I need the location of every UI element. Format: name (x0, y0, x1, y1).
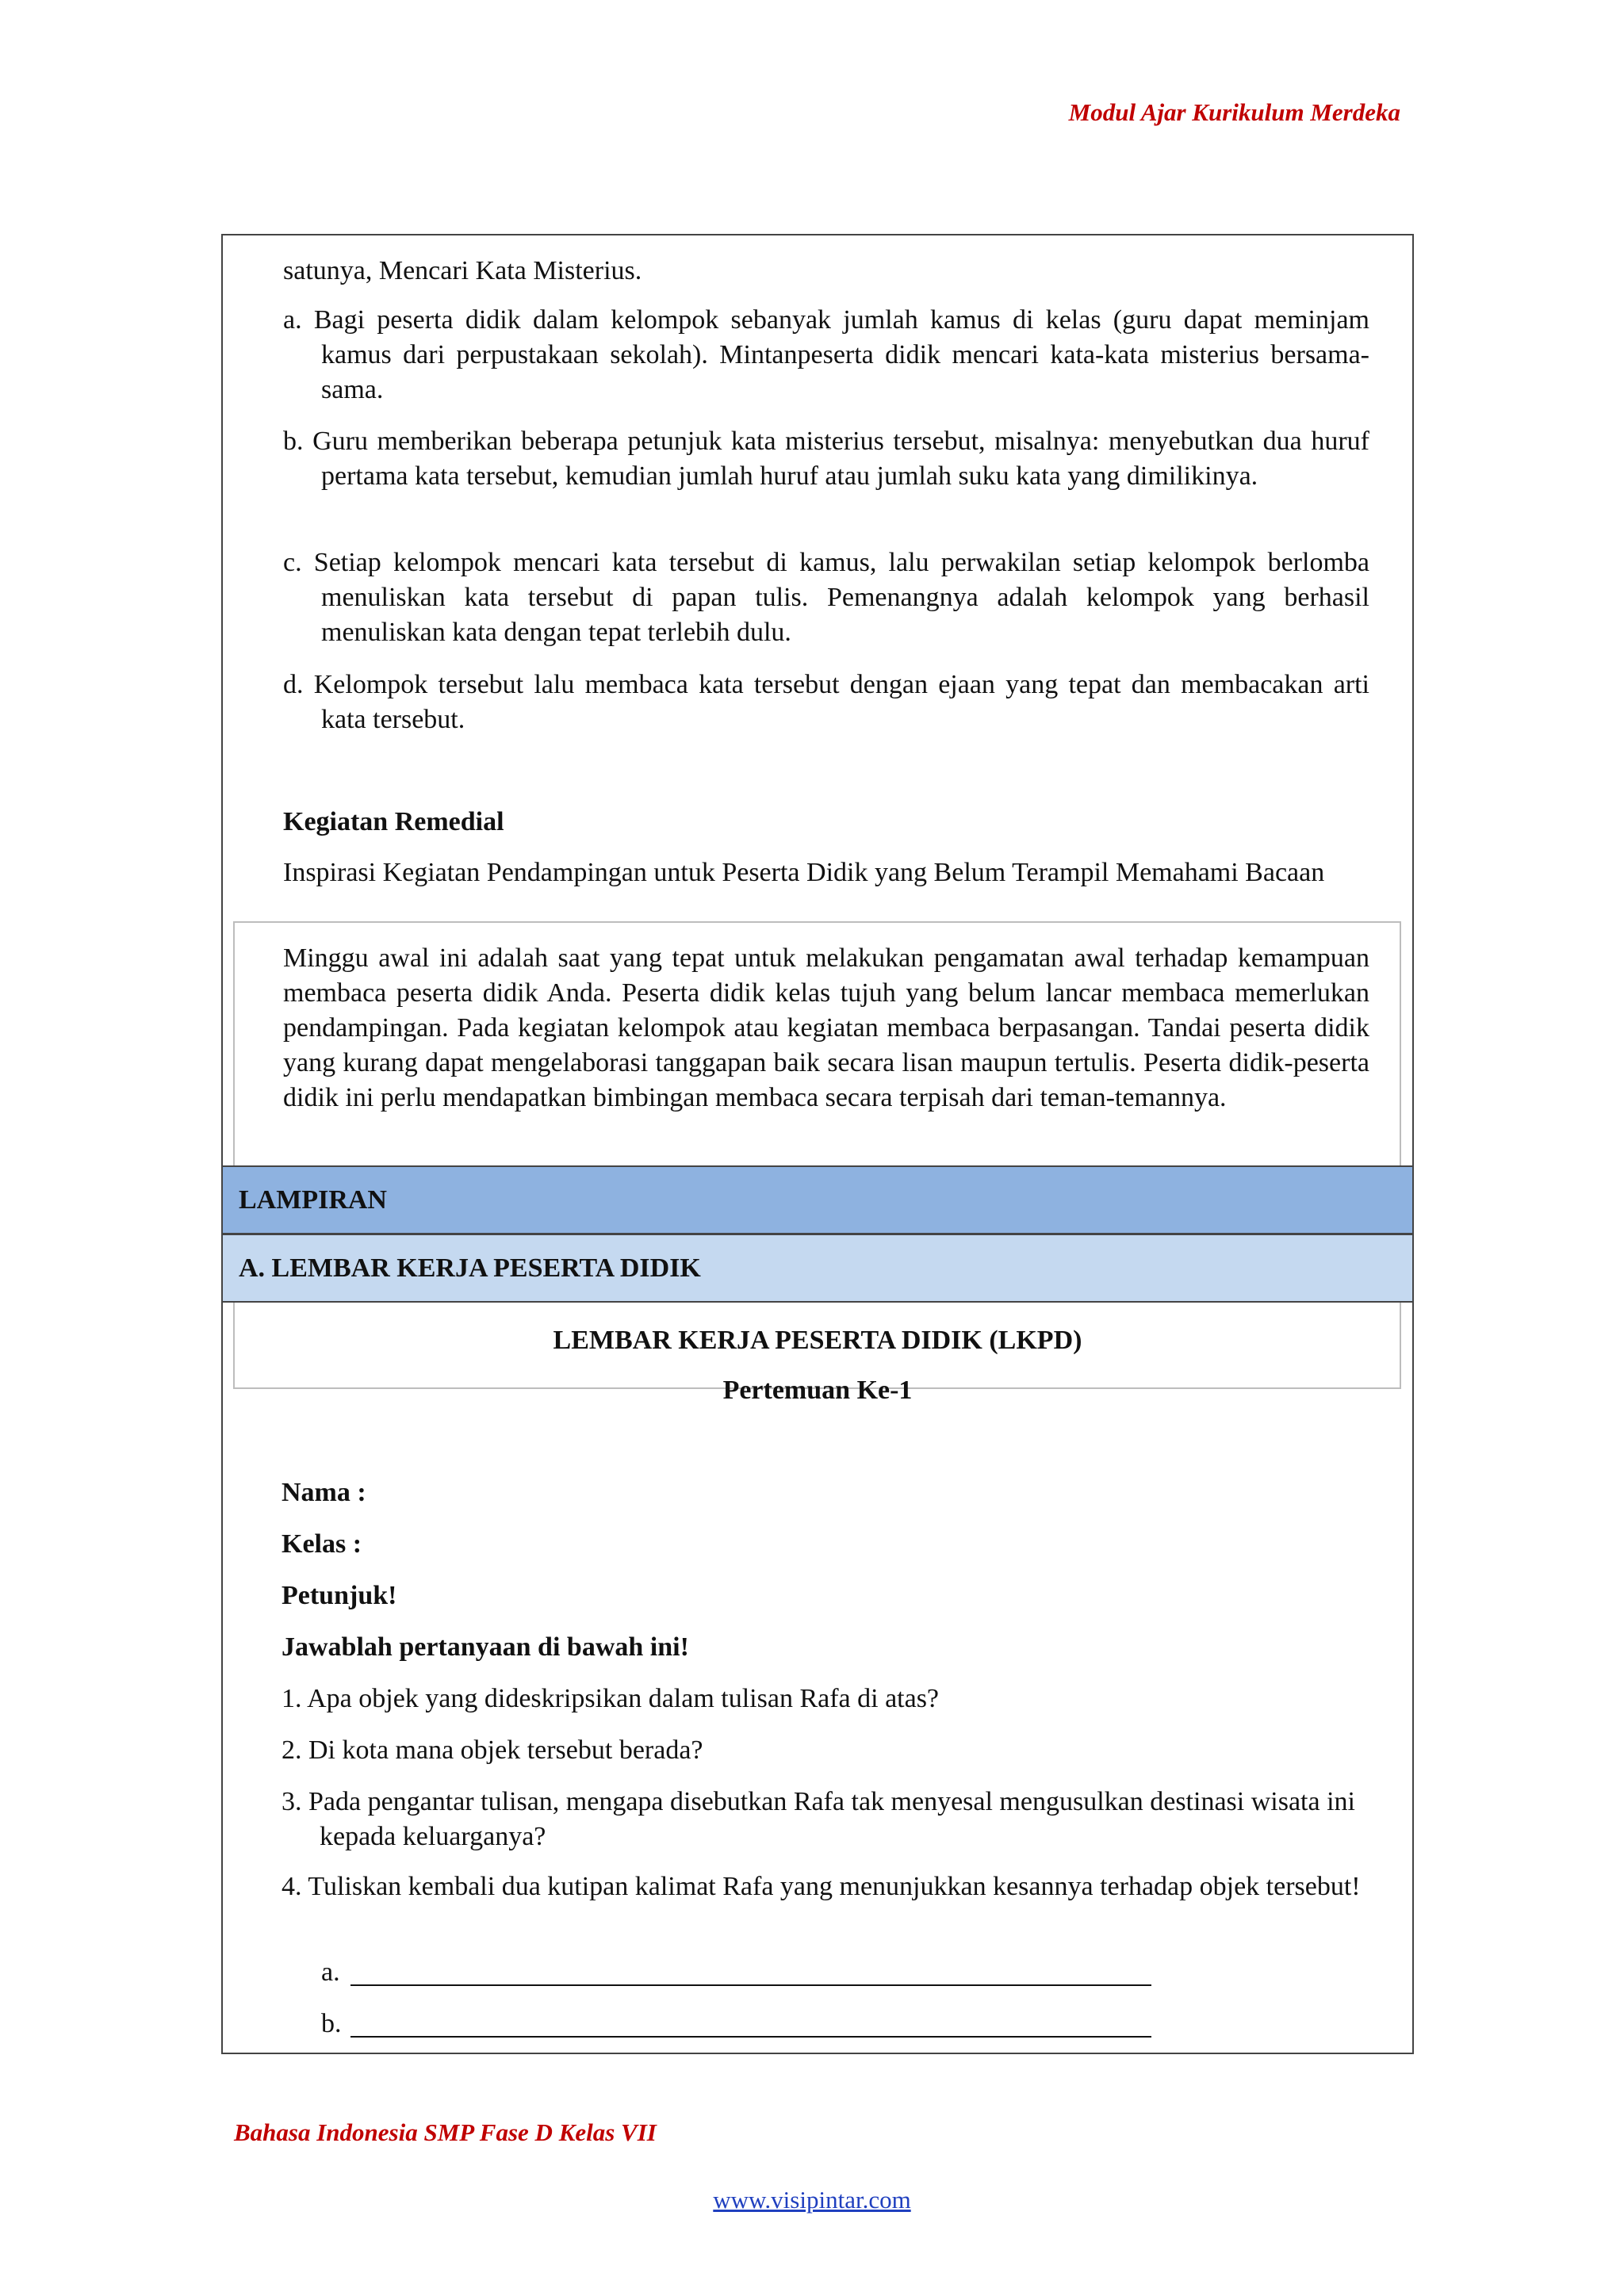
lembar-kerja-header: A. LEMBAR KERJA PESERTA DIDIK (221, 1234, 1414, 1303)
kelas-label: Kelas : (282, 1529, 362, 1559)
remedial-body: Minggu awal ini adalah saat yang tepat untuk melakukan pengamatan awal terhadap kemampuan membaca peserta didik Anda. Peserta didik kelas tujuh yang belum lancar membaca memerlukan pendampingan. Pada kegiatan kelompok atau kegiatan membaca berpasangan. Tandai peserta didik yang kurang dapat mengelaborasi tanggapan baik secara lisan maupun tertulis. Peserta didik-peserta didik ini perlu mendapatkan bimbingan membaca secara terpisah dari teman-temannya. (283, 943, 1369, 1112)
question-4: 4. Tuliskan kembali dua kutipan kalimat Rafa yang menunjukkan kesannya terhadap objek tersebut! (282, 1872, 1361, 1901)
question-3: 3. Pada pengantar tulisan, mengapa disebutkan Rafa tak menyesal mengusulkan destinasi wisata ini kepada keluarganya? (282, 1787, 1355, 1851)
answer-b-line[interactable] (350, 2036, 1151, 2038)
question-2: 2. Di kota mana objek tersebut berada? (282, 1735, 703, 1765)
header-title: Modul Ajar Kurikulum Merdeka (1068, 98, 1400, 126)
footer-subject: Bahasa Indonesia SMP Fase D Kelas VII (234, 2118, 657, 2146)
lkpd-meeting: Pertemuan Ke-1 (722, 1376, 913, 1405)
activity-step-d: d. Kelompok tersebut lalu membaca kata tersebut dengan ejaan yang tepat dan membacakan arti kata tersebut. (283, 670, 1369, 734)
petunjuk-label: Petunjuk! (282, 1581, 397, 1610)
answer-a-line[interactable] (350, 1984, 1151, 1986)
answer-b-label: b. (321, 2009, 342, 2038)
activity-intro: satunya, Mencari Kata Misterius. (283, 256, 642, 285)
answer-a-label: a. (321, 1957, 340, 1987)
remedial-heading: Kegiatan Remedial (283, 807, 504, 836)
question-1: 1. Apa objek yang dideskripsikan dalam tulisan Rafa di atas? (282, 1684, 940, 1713)
remedial-subtitle: Inspirasi Kegiatan Pendampingan untuk Peserta Didik yang Belum Terampil Memahami Bacaan (283, 858, 1325, 887)
activity-step-a: a. Bagi peserta didik dalam kelompok sebanyak jumlah kamus di kelas (guru dapat meminjam kamus dari perpustakaan sekolah). Mintanpeserta didik mencari kata-kata misterius bersama-sama. (283, 305, 1369, 404)
instruction-text: Jawablah pertanyaan di bawah ini! (282, 1632, 689, 1662)
nama-label: Nama : (282, 1478, 366, 1507)
activity-step-c: c. Setiap kelompok mencari kata tersebut di kamus, lalu perwakilan setiap kelompok berlomba menuliskan kata tersebut di papan tulis. Pemenangnya adalah kelompok yang berhasil menuliskan kata dengan tepat terlebih dulu. (283, 548, 1369, 647)
activity-step-b: b. Guru memberikan beberapa petunjuk kata misterius tersebut, misalnya: menyebutkan dua huruf pertama kata tersebut, kemudian jumlah huruf atau jumlah suku kata yang dimilikinya. (283, 427, 1369, 491)
lkpd-title: LEMBAR KERJA PESERTA DIDIK (LKPD) (553, 1326, 1082, 1355)
footer-website-link[interactable]: www.visipintar.com (713, 2186, 911, 2214)
lampiran-header: LAMPIRAN (221, 1165, 1414, 1234)
